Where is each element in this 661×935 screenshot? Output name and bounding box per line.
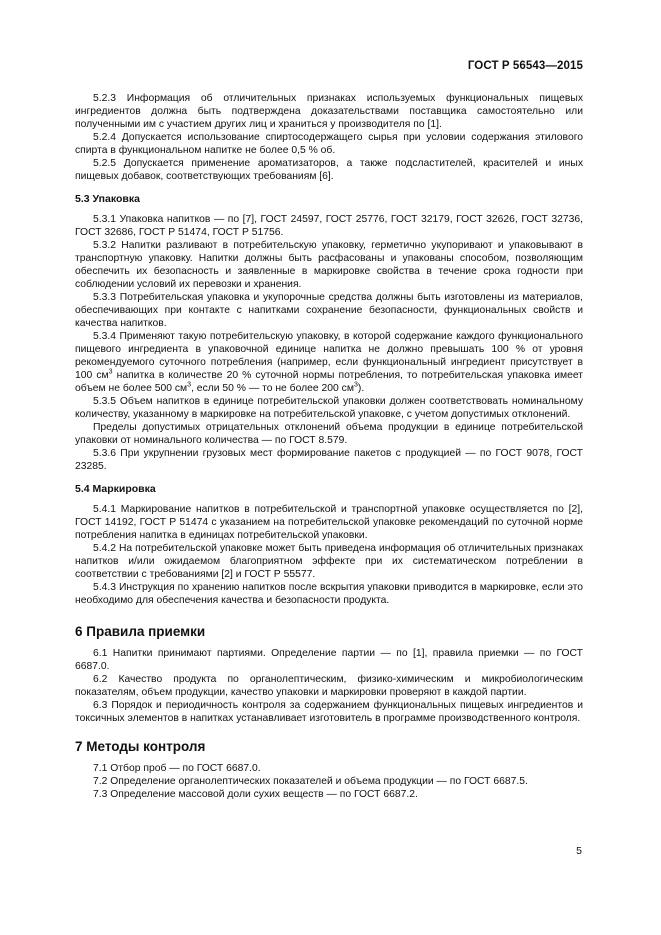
- paragraph-5-3-4-part-c: , если 50 % — то не более 200 см: [191, 383, 354, 394]
- superscript-3: 3: [353, 381, 358, 389]
- paragraph-5-3-6: 5.3.6 При укрупнении грузовых мест формирование пакетов с продукцией — по ГОСТ 9078, ГОСТ 23285.: [75, 448, 583, 472]
- paragraph-5-2-5: 5.2.5 Допускается применение ароматизаторов, а также подсластителей, красителей и иных пищевых добавок, соответствующих требованиям [6].: [75, 158, 583, 182]
- paragraph-5-2-4: 5.2.4 Допускается использование спиртосодержащего сырья при условии содержания этилового спирта в функциональном напитке не более 0,5 % об.: [75, 132, 583, 156]
- subsection-heading-marking: 5.4 Маркировка: [75, 483, 156, 495]
- paragraph-6-2: 6.2 Качество продукта по органолептическим, физико-химическим и микробиологическим показателям, объем продукции, качество упаковки и маркировки проверяют в каждой партии.: [75, 674, 583, 698]
- document-body: [75, 92, 583, 801]
- paragraph-5-3-2: 5.3.2 Напитки разливают в потребительскую упаковку, герметично укупоривают и упаковывают в транспортную упаковку. Напитки должны быть расфасованы и упакованы способом, позволяющим обеспечить их безопасность и заявленные в маркировке свойства в течение срока годности при соблюдении условий их перевозки и хранения.: [75, 240, 583, 290]
- paragraph-5-3-4-part-b: напитка в количестве 20 % суточной нормы потребления, то потребительская упаковка имеет объем не более 500 см: [75, 370, 583, 394]
- paragraph-5-3-4: [75, 330, 583, 395]
- paragraph-5-3-5: 5.3.5 Объем напитков в единице потребительской упаковки должен соответствовать номинальному количеству, указанному в маркировке на потребительской упаковке, с учетом допустимых отклонений.: [75, 396, 583, 420]
- section-heading-acceptance: 6 Правила приемки: [75, 624, 206, 639]
- document-id-header: ГОСТ Р 56543—2015: [467, 60, 583, 72]
- paragraph-5-4-3: 5.4.3 Инструкция по хранению напитков после вскрытия упаковки приводится в маркировке, если это необходимо для обеспечения качества и безопасности продукта.: [75, 582, 583, 606]
- paragraph-7-1: 7.1 Отбор проб — по ГОСТ 6687.0.: [93, 763, 261, 774]
- superscript-3: 3: [187, 381, 192, 389]
- subsection-heading-packaging: 5.3 Упаковка: [75, 193, 140, 205]
- paragraph-5-3-1: 5.3.1 Упаковка напитков — по [7], ГОСТ 24597, ГОСТ 25776, ГОСТ 32179, ГОСТ 32626, ГОСТ 32736, ГОСТ 32686, ГОСТ Р 51474, ГОСТ Р 51756.: [75, 214, 583, 238]
- paragraph-6-3: 6.3 Порядок и периодичность контроля за содержанием функциональных пищевых ингредиентов и токсичных элементов в напитках устанавливает изготовитель в программе производственного контроля.: [75, 700, 583, 724]
- superscript-3: 3: [108, 368, 113, 376]
- paragraph-5-3-4-part-d: ).: [357, 383, 365, 394]
- paragraph-5-4-2: 5.4.2 На потребительской упаковке может быть приведена информация об отличительных признаках напитков и/или ожидаемом благоприятном эффекте при их систематическом потреблении в соответствии с требованиями [2] и ГОСТ Р 55577.: [75, 543, 583, 580]
- section-heading-control-methods: 7 Методы контроля: [75, 739, 206, 754]
- paragraph-7-2: 7.2 Определение органолептических показателей и объема продукции — по ГОСТ 6687.5.: [93, 776, 528, 787]
- page-number: 5: [576, 845, 582, 857]
- paragraph-5-3-4-part-a: 5.3.4 Применяют такую потребительскую упаковку, в которой содержание каждого функционального пищевого ингредиента в упаковочной единице напитка не должно превышать 100 % от уровня рекомендуемого суточного потребления (например, если функциональный ингредиент присутствует в 100 см: [75, 331, 583, 381]
- paragraph-5-2-3: 5.2.3 Информация об отличительных признаках используемых функциональных пищевых ингредиентов должна быть подтверждена доказательствами поставщика самостоятельно или полученными им с участием других лиц и храниться у производителя по [1].: [75, 93, 583, 130]
- paragraph-6-1: 6.1 Напитки принимают партиями. Определение партии — по [1], правила приемки — по ГОСТ 6687.0.: [75, 648, 583, 672]
- paragraph-5-3-3: 5.3.3 Потребительская упаковка и укупорочные средства должны быть изготовлены из материалов, обеспечивающих при контакте с напитками сохранение безопасности, функциональных свойств и качества напитков.: [75, 292, 583, 329]
- paragraph-7-3: 7.3 Определение массовой доли сухих веществ — по ГОСТ 6687.2.: [93, 789, 418, 800]
- paragraph-5-4-1: 5.4.1 Маркирование напитков в потребительской и транспортной упаковке осуществляется по [2], ГОСТ 14192, ГОСТ Р 51474 с указанием на потребительской упаковке рекомендаций по суточной норме потребления напитка в единицах потребительской упаковки.: [75, 504, 583, 541]
- paragraph-volume-limits: Пределы допустимых отрицательных отклонений объема продукции в единице потребительской упаковки от номинального количества — по ГОСТ 8.579.: [75, 422, 583, 446]
